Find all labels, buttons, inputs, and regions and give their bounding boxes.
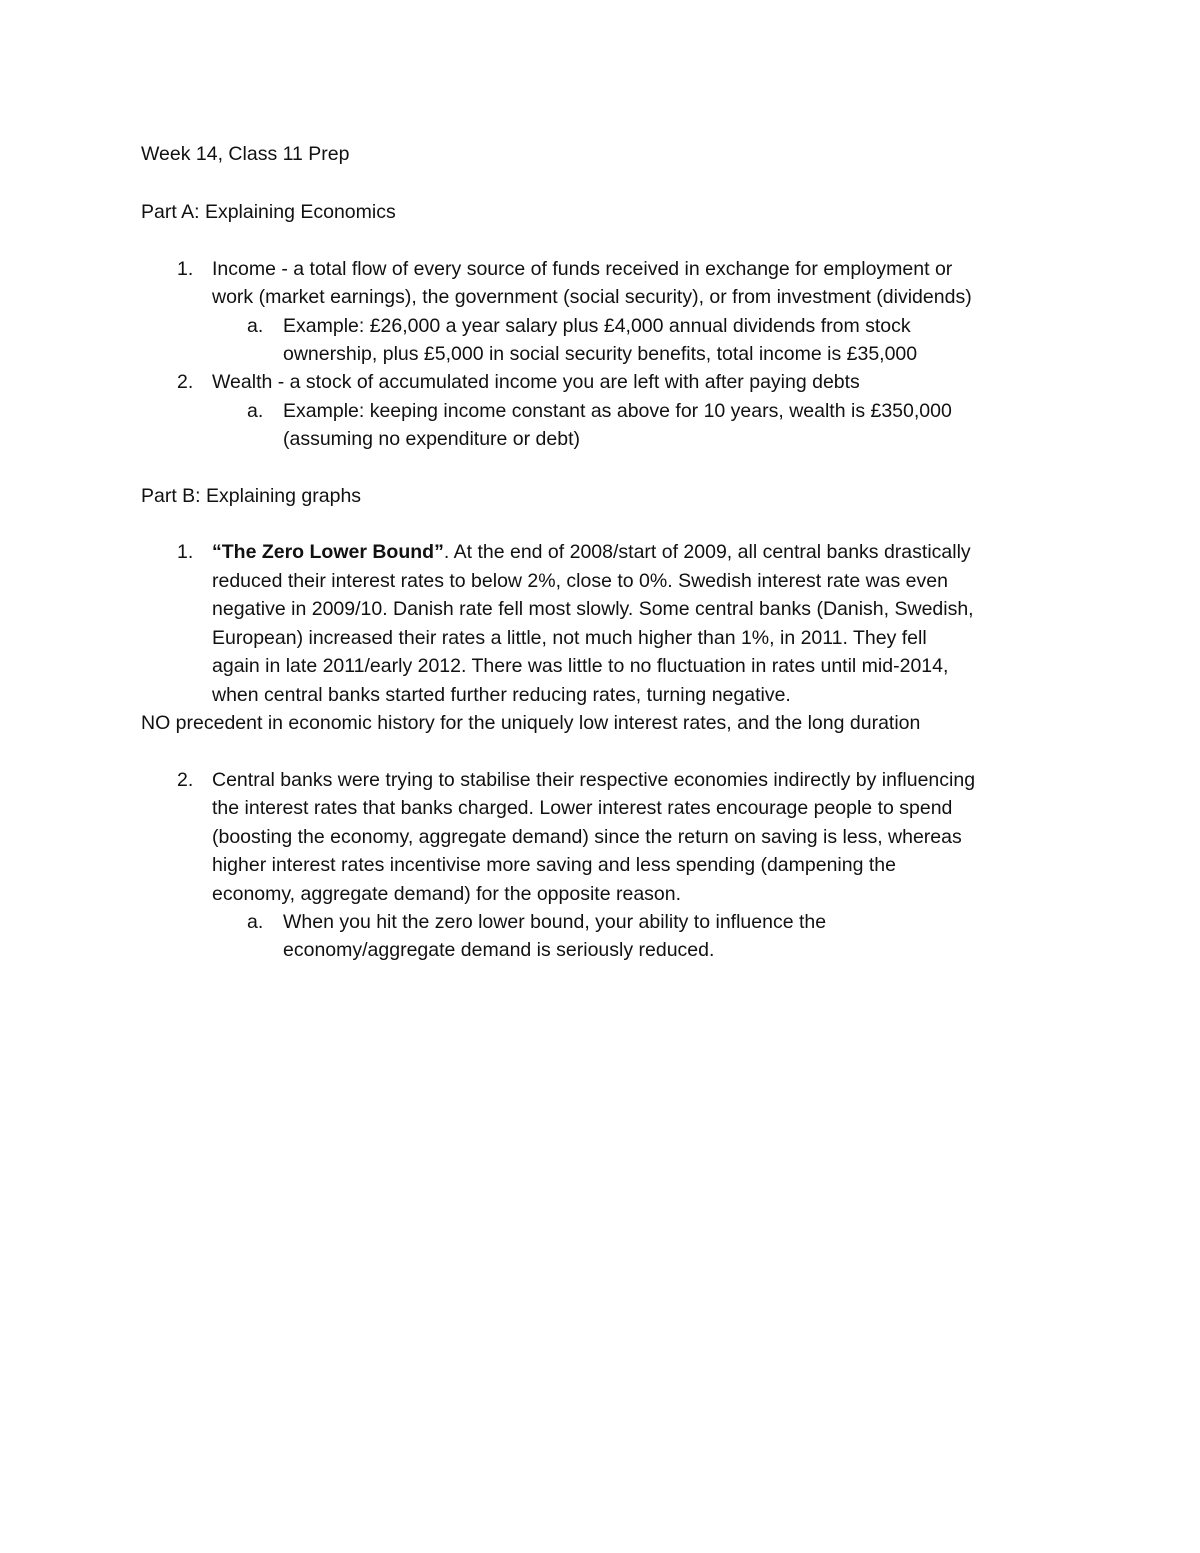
- part-b-heading: Part B: Explaining graphs: [141, 485, 362, 507]
- list-item-text: negative in 2009/10. Danish rate fell most slowly. Some central banks (Danish, Swedish,: [212, 598, 974, 620]
- sub-list-marker: a.: [247, 400, 264, 422]
- sub-list-marker: a.: [247, 315, 264, 337]
- list-item-text: economy, aggregate demand) for the opposite reason.: [212, 883, 682, 905]
- list-marker: 1.: [177, 541, 194, 563]
- list-item-first-line: [212, 538, 971, 566]
- sub-list-marker: a.: [247, 911, 264, 933]
- sub-list-item-text: ownership, plus £5,000 in social security benefits, total income is £35,000: [283, 343, 918, 365]
- sub-list-item-text: economy/aggregate demand is seriously reduced.: [283, 939, 715, 961]
- list-marker: 2.: [177, 371, 194, 393]
- sub-list-item-text: Example: £26,000 a year salary plus £4,000 annual dividends from stock: [283, 315, 911, 337]
- precedent-note: NO precedent in economic history for the uniquely low interest rates, and the long duration: [141, 712, 921, 734]
- list-marker: 1.: [177, 258, 194, 280]
- list-item-text: reduced their interest rates to below 2%, close to 0%. Swedish interest rate was even: [212, 570, 948, 592]
- list-item-text: (boosting the economy, aggregate demand) since the return on saving is less, whereas: [212, 826, 962, 848]
- list-item-text: Wealth - a stock of accumulated income you are left with after paying debts: [212, 371, 860, 393]
- list-item-text: . At the end of 2008/start of 2009, all central banks drastically: [443, 541, 971, 563]
- part-a-heading: Part A: Explaining Economics: [141, 201, 396, 223]
- list-item-text: European) increased their rates a little, not much higher than 1%, in 2011. They fell: [212, 627, 927, 649]
- list-item-text: work (market earnings), the government (social security), or from investment (dividends): [212, 286, 972, 308]
- sub-list-item-text: Example: keeping income constant as above for 10 years, wealth is £350,000: [283, 400, 952, 422]
- sub-list-item-text: (assuming no expenditure or debt): [283, 428, 581, 450]
- list-item-text: the interest rates that banks charged. Lower interest rates encourage people to spend: [212, 797, 953, 819]
- zero-lower-bound-title: “The Zero Lower Bound”: [212, 541, 444, 563]
- list-marker: 2.: [177, 769, 194, 791]
- list-item-text: again in late 2011/early 2012. There was little to no fluctuation in rates until mid-2014,: [212, 655, 949, 677]
- list-item-text: Central banks were trying to stabilise their respective economies indirectly by influencing: [212, 769, 976, 791]
- list-item-text: Income - a total flow of every source of funds received in exchange for employment or: [212, 258, 953, 280]
- document-title: Week 14, Class 11 Prep: [141, 143, 350, 165]
- list-item-text: higher interest rates incentivise more saving and less spending (dampening the: [212, 854, 896, 876]
- list-item-text: when central banks started further reducing rates, turning negative.: [212, 684, 791, 706]
- sub-list-item-text: When you hit the zero lower bound, your ability to influence the: [283, 911, 827, 933]
